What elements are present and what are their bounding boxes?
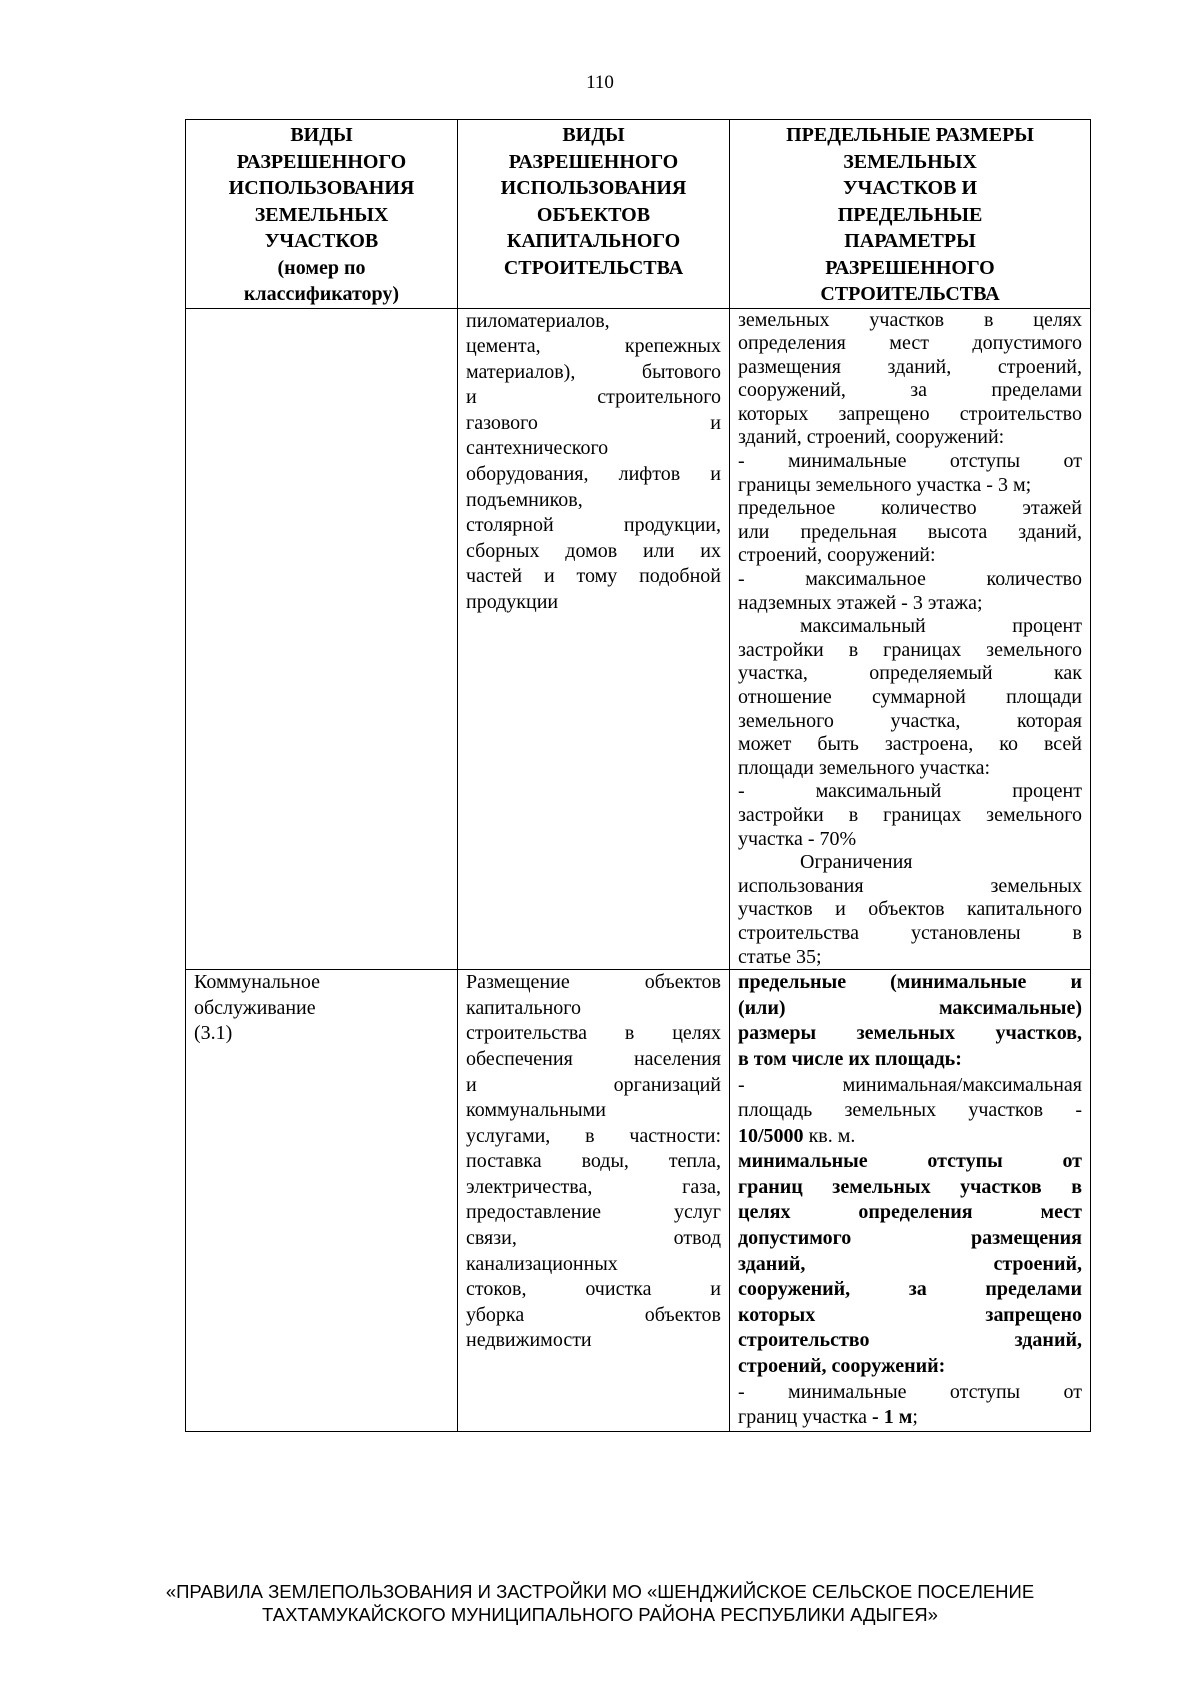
document-footer	[0, 1580, 1200, 1626]
header-land-use-types: ВИДЫ РАЗРЕШЕННОГО ИСПОЛЬЗОВАНИЯ ЗЕМЕЛЬНЫХ УЧАСТКОВ (номер по классификатору)	[186, 120, 458, 309]
area-limits-line: 10/5000 кв. м.	[738, 1124, 856, 1147]
setback-value-line: границ участка - 1 м;	[738, 1406, 918, 1429]
header-capital-construction-types: ВИДЫ РАЗРЕШЕННОГО ИСПОЛЬЗОВАНИЯ ОБЪЕКТОВ КАПИТАЛЬНОГО СТРОИТЕЛЬСТВА	[458, 120, 730, 309]
row1-land-use-cell	[186, 308, 458, 970]
header-limit-parameters: ПРЕДЕЛЬНЫЕ РАЗМЕРЫ ЗЕМЕЛЬНЫХ УЧАСТКОВ И ПРЕДЕЛЬНЫЕ ПАРАМЕТРЫ РАЗРЕШЕННОГО СТРОИТЕЛЬСТВА	[730, 120, 1091, 309]
table-row	[186, 970, 1091, 1432]
row1-construction-cell: пиломатериалов, цемента, крепежных материалов), бытового и строительного газового и сантехнического оборудования, лифтов и подъемников, столярной продукции, сборных домов или их частей и тому подобной продукции	[458, 308, 730, 970]
row2-construction-cell: Размещение объектов капитального строительства в целях обеспечения населения и организаций коммунальными услугами, в частности: поставка воды, тепла, электричества, газа, предоставление услуг связи, отвод канализационных стоков, очистка и уборка объектов недвижимости	[458, 970, 730, 1432]
zoning-rules-table	[185, 119, 1091, 1432]
footer-line-2: ТАХТАМУКАЙСКОГО МУНИЦИПАЛЬНОГО РАЙОНА РЕСПУБЛИКИ АДЫГЕЯ»	[262, 1604, 938, 1625]
row1-parameters-cell: земельных участков в целях определения мест допустимого размещения зданий, строений, сооружений, за пределами которых запрещено строительство зданий, строений, сооружений: - минимальные отступы от границы земельного участка - 3 м; предельное количество этажей или предельная высота зданий, строений, сооружений: - максимальное количество надземных этажей - 3 этажа; максимальный процент застройки в границах земельного участка, определяемый как отношение суммарной площади земельного участка, которая может быть застроена, ко всей площади земельного участка: - максимальный процент застройки в границах земельного участка - 70% Ограничения использования земельных участков и объектов капитального строительства установлены в статье 35;	[730, 308, 1091, 970]
row2-parameters-cell: предельные (минимальные и (или) максимальные) размеры земельных участков, в том числе их площадь: - минимальная/максимальная площадь земельных участков - 10/5000 кв. м. минимальные отступы от границ земельных участков в целях определения мест допустимого размещения зданий, строений, сооружений, за пределами которых запрещено строительство зданий, строений, сооружений: - минимальные отступы от границ участка - 1 м;	[730, 970, 1091, 1432]
table-header-row	[186, 120, 1091, 309]
page-number: 110	[586, 72, 614, 93]
table-row	[186, 308, 1091, 970]
footer-line-1: «ПРАВИЛА ЗЕМЛЕПОЛЬЗОВАНИЯ И ЗАСТРОЙКИ МО «ШЕНДЖИЙСКОЕ СЕЛЬСКОЕ ПОСЕЛЕНИЕ	[165, 1581, 1035, 1602]
header-classifier-note: (номер по	[277, 256, 366, 279]
row2-land-use-cell: Коммунальное обслуживание (3.1)	[186, 970, 458, 1432]
